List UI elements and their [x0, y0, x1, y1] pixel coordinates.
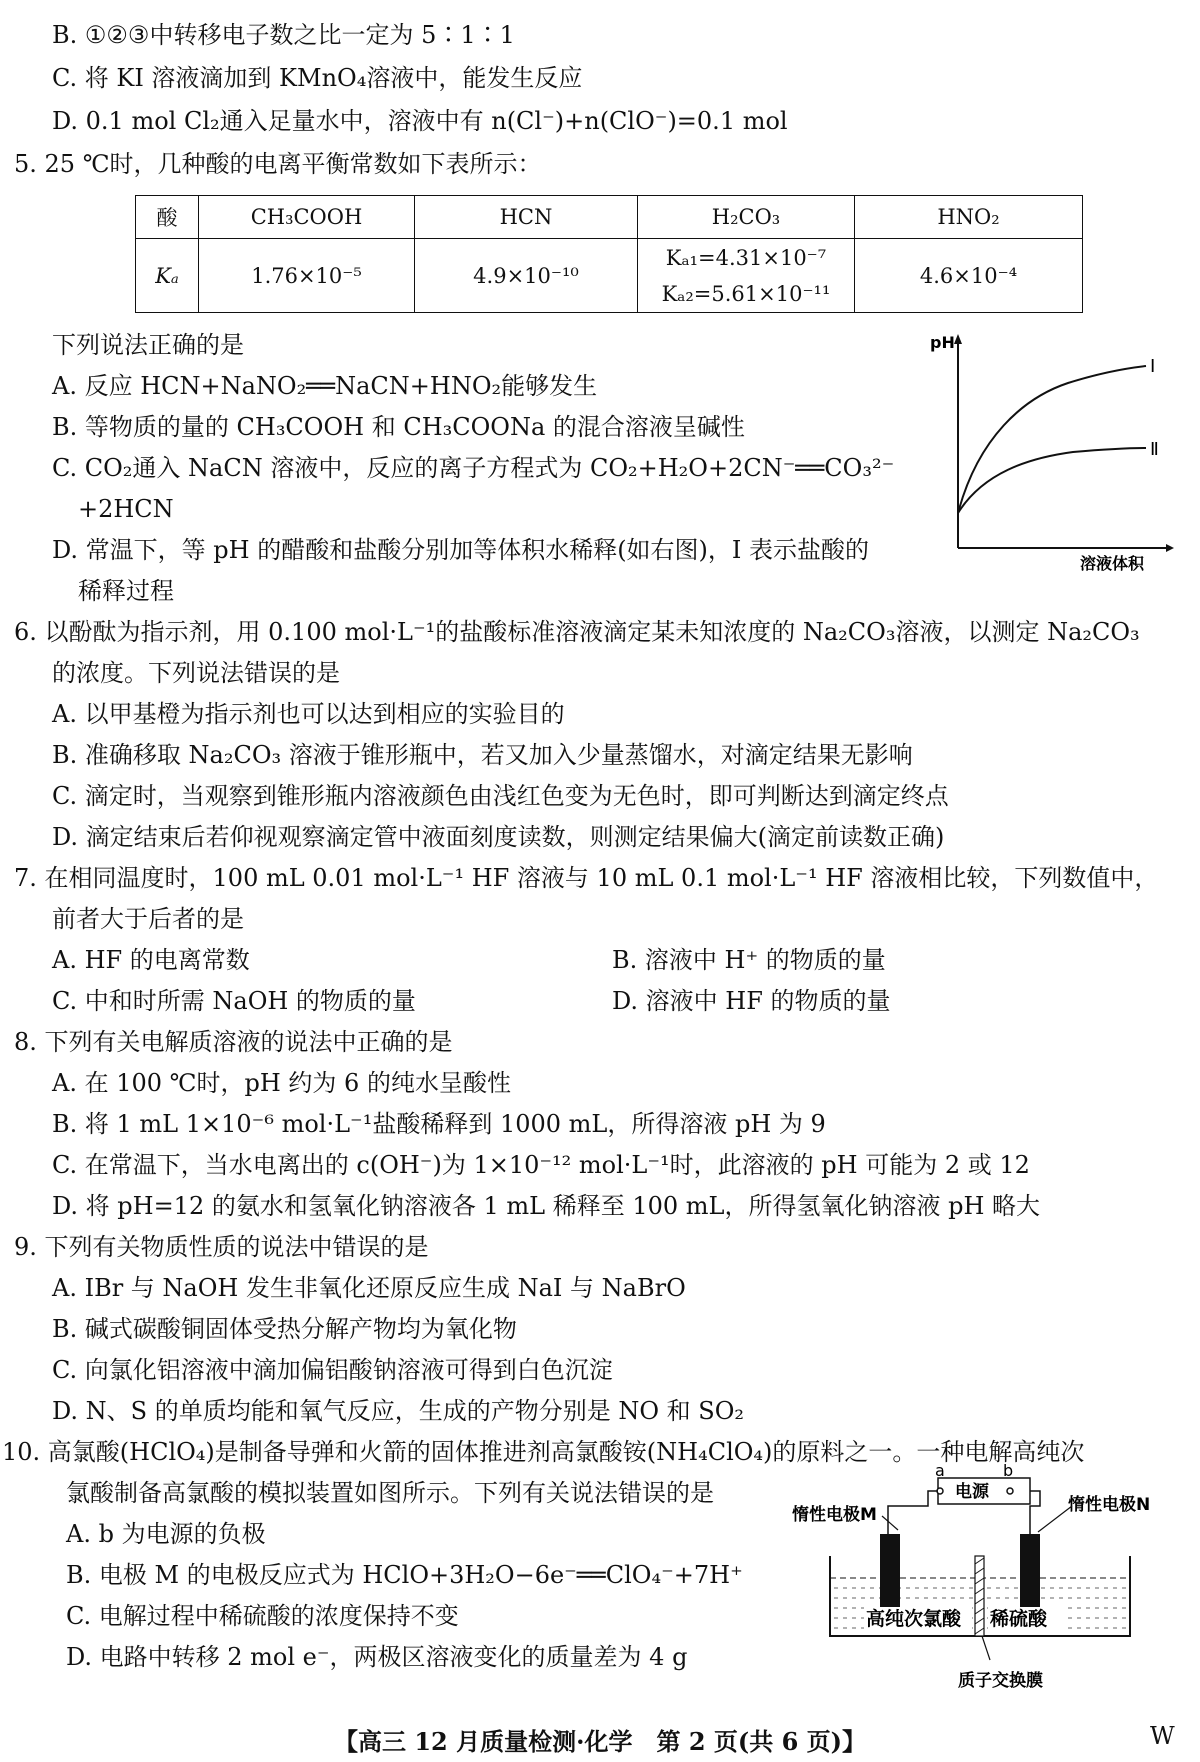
ka-h2co3-ka1: Kₐ₁=4.31×10⁻⁷ [665, 245, 827, 270]
q6-option-d: D. 滴定结束后若仰视观察滴定管中液面刻度读数，则测定结果偏大(滴定前读数正确) [52, 823, 945, 851]
q4-option-c: C. 将 KI 溶液滴加到 KMnO₄溶液中，能发生反应 [52, 64, 583, 92]
curve-ii-label: Ⅱ [1150, 439, 1159, 460]
membrane-pointer [982, 1636, 990, 1660]
q6-stem-line1: 6. 以酚酞为指示剂，用 0.100 mol·L⁻¹的盐酸标准溶液滴定某未知浓度的 Na₂CO₃溶液，以测定 Na₂CO₃ [14, 618, 1140, 646]
y-axis-label: pH [930, 333, 955, 352]
q10-option-a: A. b 为电源的负极 [66, 1520, 266, 1548]
q7-option-c: C. 中和时所需 NaOH 的物质的量 [52, 987, 416, 1015]
q5-option-c-line2: +2HCN [78, 495, 174, 523]
q10-option-d: D. 电路中转移 2 mol e⁻，两极区溶液变化的质量差为 4 g [66, 1643, 688, 1671]
proton-exchange-membrane [975, 1556, 984, 1636]
ka-hcn: 4.9×10⁻¹⁰ [415, 239, 638, 313]
q5-option-d-line2: 稀释过程 [78, 577, 174, 605]
q9-option-b: B. 碱式碳酸铜固体受热分解产物均为氧化物 [52, 1315, 517, 1343]
q4-option-b: B. ①②③中转移电子数之比一定为 5∶1∶1 [52, 21, 515, 49]
ka-table [135, 195, 1083, 313]
ka-table-header-row [136, 196, 1083, 239]
q8-stem: 8. 下列有关电解质溶液的说法中正确的是 [14, 1028, 453, 1056]
x-axis-label: 溶液体积 [1080, 554, 1145, 573]
terminal-b-label: b [1003, 1464, 1014, 1480]
page-footer-mark: W [1150, 1722, 1175, 1750]
ka-table-header-acid: 酸 [136, 196, 199, 239]
ka-table-value-row [136, 239, 1083, 313]
q7-option-b: B. 溶液中 H⁺ 的物质的量 [612, 946, 886, 974]
q6-option-a: A. 以甲基橙为指示剂也可以达到相应的实验目的 [52, 700, 565, 728]
electrode-n-label: 惰性电极N [1068, 1495, 1151, 1515]
q5-option-a: A. 反应 HCN+NaNO₂══NaCN+HNO₂能够发生 [52, 372, 598, 400]
q9-option-d: D. N、S 的单质均能和氧气反应，生成的产物分别是 NO 和 SO₂ [52, 1397, 745, 1425]
q6-stem-line2: 的浓度。下列说法错误的是 [52, 659, 340, 687]
electrode-m-pointer [882, 1516, 898, 1530]
q6-option-c: C. 滴定时，当观察到锥形瓶内溶液颜色由浅红色变为无色时，即可判断达到滴定终点 [52, 782, 949, 810]
page-footer: 【高三 12 月质量检测·化学 第 2 页(共 6 页)】 [334, 1727, 866, 1756]
terminal-b [1007, 1488, 1013, 1494]
terminal-a-label: a [935, 1464, 945, 1480]
electrode-m-label: 惰性电极M [792, 1505, 877, 1525]
membrane-label: 质子交换膜 [958, 1671, 1043, 1691]
ka-table-header-hno2: HNO₂ [855, 196, 1083, 239]
q7-stem-line2: 前者大于后者的是 [52, 905, 244, 933]
ka-table-header-h2co3: H₂CO₃ [638, 196, 855, 239]
ka-h2co3-ka2: Kₐ₂=5.61×10⁻¹¹ [661, 281, 831, 306]
ka-table-row-label: Kₐ [136, 239, 199, 313]
q7-option-a: A. HF 的电离常数 [52, 946, 250, 974]
right-solution-label: 稀硫酸 [990, 1608, 1048, 1630]
curve-i-label: Ⅰ [1150, 356, 1156, 377]
q6-option-b: B. 准确移取 Na₂CO₃ 溶液于锥形瓶中，若又加入少量蒸馏水，对滴定结果无影响 [52, 741, 913, 769]
q5-option-b: B. 等物质的量的 CH₃COOH 和 CH₃COONa 的混合溶液呈碱性 [52, 413, 745, 441]
ka-table-header-ch3cooh: CH₃COOH [199, 196, 415, 239]
curve-i [958, 366, 1146, 513]
ka-hno2: 4.6×10⁻⁴ [855, 239, 1083, 313]
q7-option-d: D. 溶液中 HF 的物质的量 [612, 987, 891, 1015]
q5-option-c-line1: C. CO₂通入 NaCN 溶液中，反应的离子方程式为 CO₂+H₂O+2CN⁻══CO₃²⁻ [52, 454, 895, 482]
q7-stem-line1: 7. 在相同温度时，100 mL 0.01 mol·L⁻¹ HF 溶液与 10 mL 0.1 mol·L⁻¹ HF 溶液相比较，下列数值中， [14, 864, 1159, 892]
ka-ch3cooh: 1.76×10⁻⁵ [199, 239, 415, 313]
ka-table-header-hcn: HCN [415, 196, 638, 239]
q8-option-c: C. 在常温下，当水电离出的 c(OH⁻)为 1×10⁻¹² mol·L⁻¹时，此溶液的 pH 可能为 2 或 12 [52, 1151, 1030, 1179]
q5-option-d-line1: D. 常温下，等 pH 的醋酸和盐酸分别加等体积水稀释(如右图)，Ⅰ 表示盐酸的 [52, 536, 870, 564]
electrode-n-pointer [1038, 1506, 1072, 1532]
q10-option-b: B. 电极 M 的电极反应式为 HClO+3H₂O−6e⁻══ClO₄⁻+7H⁺ [66, 1561, 743, 1589]
ph-dilution-graph [928, 328, 1178, 575]
q9-option-c: C. 向氯化铝溶液中滴加偏铝酸钠溶液可得到白色沉淀 [52, 1356, 613, 1384]
q8-option-a: A. 在 100 ℃时，pH 约为 6 的纯水呈酸性 [52, 1069, 511, 1097]
q9-option-a: A. IBr 与 NaOH 发生非氧化还原反应生成 NaI 与 NaBrO [52, 1274, 686, 1302]
q8-option-d: D. 将 pH=12 的氨水和氢氧化钠溶液各 1 mL 稀释至 100 mL，所得氢氧化钠溶液 pH 略大 [52, 1192, 1041, 1220]
power-source-label: 电源 [955, 1482, 989, 1502]
y-axis-arrow [954, 334, 962, 344]
q4-option-d: D. 0.1 mol Cl₂通入足量水中，溶液中有 n(Cl⁻)+n(ClO⁻)=0.1 mol [52, 107, 788, 135]
q5-stem: 5. 25 ℃时，几种酸的电离平衡常数如下表所示： [14, 150, 542, 178]
electrolysis-diagram [790, 1464, 1175, 1696]
wire-right [1030, 1491, 1040, 1534]
left-solution-label: 高纯次氯酸 [866, 1608, 962, 1630]
q10-stem-line1: 10. 高氯酸(HClO₄)是制备导弹和火箭的固体推进剂高氯酸铵(NH₄ClO₄)的原料之一。一种电解高纯次 [2, 1438, 1085, 1466]
ka-h2co3 [638, 239, 855, 313]
q10-option-c: C. 电解过程中稀硫酸的浓度保持不变 [66, 1602, 459, 1630]
q9-stem: 9. 下列有关物质性质的说法中错误的是 [14, 1233, 429, 1261]
x-axis-arrow [1166, 544, 1174, 552]
q8-option-b: B. 将 1 mL 1×10⁻⁶ mol·L⁻¹盐酸稀释到 1000 mL，所得溶液 pH 为 9 [52, 1110, 826, 1138]
curve-ii [958, 448, 1146, 513]
q5-question: 下列说法正确的是 [52, 331, 244, 359]
q10-stem-line2: 氯酸制备高氯酸的模拟装置如图所示。下列有关说法错误的是 [66, 1479, 714, 1507]
